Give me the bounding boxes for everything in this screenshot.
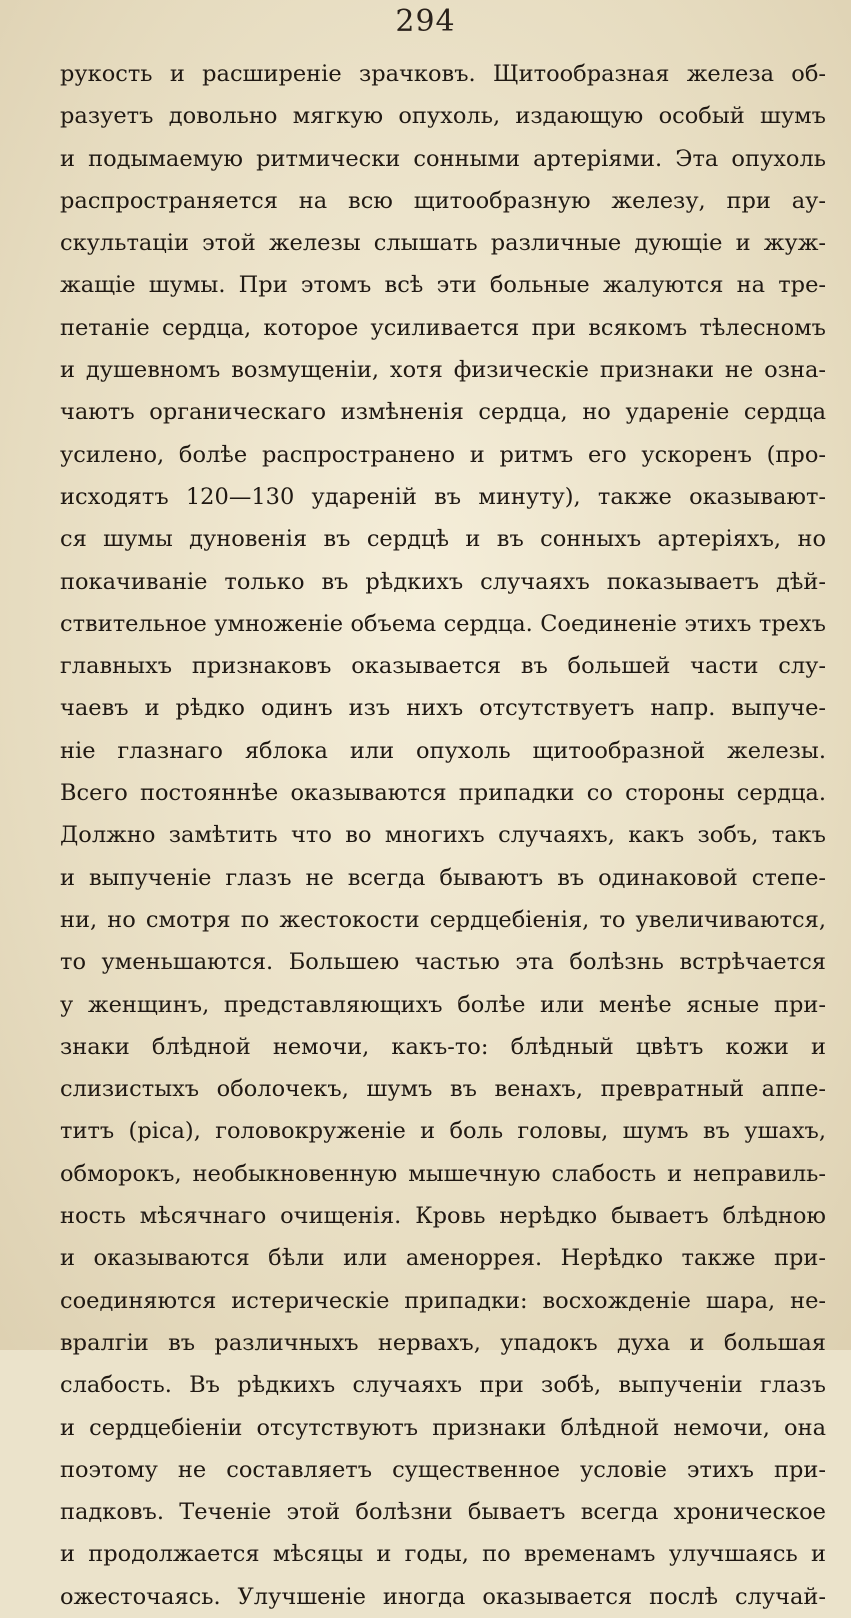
text-line: рукость и расширенiе зрачковъ. Щитообразная железа об- — [60, 61, 826, 87]
text-line: распространяется на всю щитообразную железу, при ау- — [60, 187, 826, 214]
text-line: ся шумы дуновенiя въ сердцѣ и въ сонныхъ артерiяхъ, но — [60, 526, 826, 553]
page-number: 294 — [395, 4, 456, 39]
text-line: и сердцебiенiи отсутствуютъ признаки блѣдной немочи, она — [60, 1414, 826, 1441]
text-line: усилено, болѣе распространено и ритмъ его ускоренъ (про- — [60, 441, 826, 468]
text-line: слабость. Въ рѣдкихъ случаяхъ при зобѣ, выпученiи глазъ — [60, 1372, 826, 1399]
text-line: Всего постояннѣе оказываются припадки со стороны сердца. — [60, 780, 826, 807]
text-line: главныхъ признаковъ оказывается въ большей части слу- — [60, 653, 826, 680]
text-line: знаки блѣдной немочи, какъ-то: блѣдный цвѣтъ кожи и — [60, 1033, 826, 1060]
text-line: чаютъ органическаго измѣненiя сердца, но ударенiе сердца — [60, 399, 826, 426]
text-line: Должно замѣтить что во многихъ случаяхъ, какъ зобъ, такъ — [60, 822, 826, 849]
text-line: и душевномъ возмущенiи, хотя физическiе признаки не озна- — [60, 357, 826, 384]
text-line: и продолжается мѣсяцы и годы, по временамъ улучшаясь и — [60, 1541, 826, 1568]
text-line: жащiе шумы. При этомъ всѣ эти больные жалуются на тре- — [60, 272, 826, 299]
text-line: титъ (pica), головокруженiе и боль головы, шумъ въ ушахъ, — [60, 1118, 826, 1145]
text-line: ствительное умноженiе объема сердца. Соединенiе этихъ трехъ — [60, 610, 826, 637]
text-line: и подымаемую ритмически сонными артерiями. Эта опухоль — [60, 145, 826, 172]
text-line: чаевъ и рѣдко одинъ изъ нихъ отсутствуетъ напр. выпуче- — [60, 695, 826, 722]
text-line: исходятъ 120—130 ударенiй въ минуту), также оказывают- — [60, 483, 826, 510]
text-line: слизистыхъ оболочекъ, шумъ въ венахъ, превратный аппе- — [60, 1076, 826, 1103]
text-line: ни, но смотря по жестокости сердцебiенiя, то увеличиваются, — [60, 906, 826, 933]
text-line: падковъ. Теченiе этой болѣзни бываетъ всегда хроническое — [60, 1499, 826, 1526]
text-line: нiе глазнаго яблока или опухоль щитообразной железы. — [60, 737, 826, 764]
text-line: и оказываются бѣли или аменоррея. Нерѣдко также при- — [60, 1245, 826, 1272]
text-line: то уменьшаются. Большею частью эта болѣзнь встрѣчается — [60, 949, 826, 976]
body-text — [60, 53, 826, 1618]
text-line: ожесточаясь. Улучшенiе иногда оказывается послѣ случай- — [60, 1583, 826, 1610]
text-line: у женщинъ, представляющихъ болѣе или менѣе ясные при- — [60, 991, 826, 1018]
text-line: ность мѣсячнаго очищенiя. Кровь нерѣдко бываетъ блѣдною — [60, 1203, 826, 1230]
text-line: соединяются истерическiе припадки: восхожденiе шара, не- — [60, 1287, 826, 1314]
text-line: покачиванiе только въ рѣдкихъ случаяхъ показываетъ дѣй- — [60, 568, 826, 595]
text-line: и выпученiе глазъ не всегда бываютъ въ одинаковой степе- — [60, 864, 826, 891]
text-line: поэтому не составляетъ существенное условiе этихъ при- — [60, 1456, 826, 1483]
text-line: вралгiи въ различныхъ нервахъ, упадокъ духа и большая — [60, 1329, 826, 1356]
text-line: обморокъ, необыкновенную мышечную слабость и неправиль- — [60, 1160, 826, 1187]
text-line: скультацiи этой железы слышать различные дующiе и жуж- — [60, 230, 826, 257]
text-line: петанiе сердца, которое усиливается при всякомъ тѣлесномъ — [60, 314, 826, 341]
text-line: разуетъ довольно мягкую опухоль, издающую особый шумъ — [60, 103, 826, 130]
